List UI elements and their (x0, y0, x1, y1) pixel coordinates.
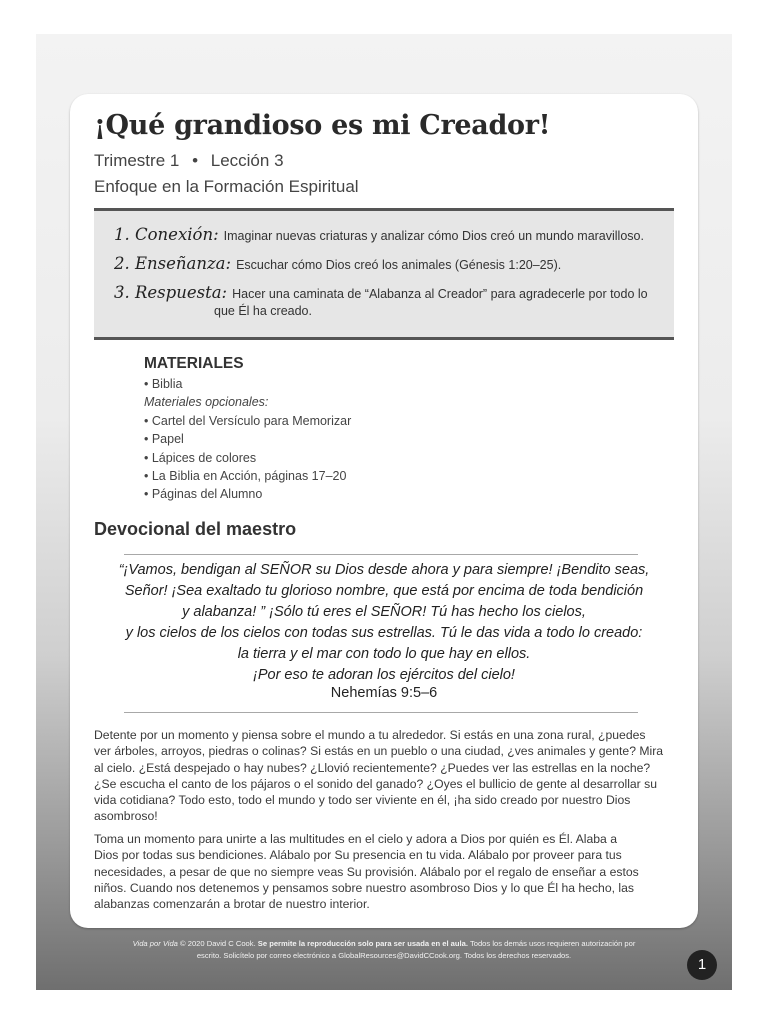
step-label: 2. Enseñanza: (114, 254, 232, 273)
step-teaching (114, 254, 561, 273)
trimester-label: Trimestre 1 (94, 151, 180, 170)
verse-line: la tierra y el mar con todo lo que hay en ellos. (237, 646, 531, 662)
step-label: 3. Respuesta: (114, 283, 228, 302)
step-text: Hacer una caminata de “Alabanza al Creador” para agradecerle por todo lo (232, 287, 648, 301)
footer-rights: Todos los demás usos requieren autorización por (467, 939, 636, 948)
paragraph-line: Detente por un momento y piensa sobre el mundo a tu alrededor. Si estás en una zona rural, ¿puedes (94, 728, 646, 742)
paragraph-line: vida cotidiana? Todo esto, todo el mundo y todo ser viviente en él, ¡ha sido creado por nuestro Dios (94, 793, 631, 808)
material-item: • Páginas del Alumno (144, 487, 263, 502)
divider-bottom (124, 712, 638, 713)
paragraph-line: niños. Cuando nos detenemos y pensamos sobre nuestro asombroso Dios y lo que Él ha hecho, las (94, 880, 634, 895)
material-item: • Biblia (144, 377, 183, 391)
paragraph-line: ver árboles, arroyos, piedras o colinas? Si estás en un pueblo o una ciudad, ¿ves animales y gente? Mira (94, 744, 664, 759)
paragraph-line: necesidades, a pesar de que no siempre veas Su provisión. Alábalo por el regalo de enseñar a estos (94, 864, 639, 879)
scripture-verse (94, 560, 674, 686)
paragraph-line: asombroso! (94, 809, 158, 824)
lesson-title: ¡Qué grandioso es mi Creador! (94, 110, 551, 141)
footer-line-2: escrito. Solicítelo por correo electrónico a GlobalResources@DavidCCook.org. Todos los derechos reservados. (196, 951, 572, 960)
lesson-focus: Enfoque en la Formación Espiritual (94, 177, 359, 196)
material-item: • Papel (144, 432, 184, 447)
verse-line: y los cielos de los cielos con todas sus estrellas. Tú le das vida a todo lo creado: (125, 625, 643, 641)
paragraph-line: Toma un momento para unirte a las multitudes en el cielo y adora a Dios por quién es Él. Alaba a (94, 832, 618, 846)
step-label: 1. Conexión: (114, 225, 219, 244)
page-number-badge: 1 (687, 950, 717, 980)
devotional-heading: Devocional del maestro (94, 519, 297, 539)
materials-list (144, 375, 351, 504)
paragraph-line: Dios por todas sus bendiciones. Alábalo por Su presencia en tu vida. Alábalo por proveer para tus (94, 848, 622, 863)
verse-line: “¡Vamos, bendigan al SEÑOR su Dios desde ahora y para siempre! ¡Bendito seas, (118, 562, 650, 578)
paragraph-line: al cielo. ¿Está despejado o hay nubes? ¿Llovió recientemente? ¿Puedes ver las estrellas en la noche? (94, 760, 651, 775)
paragraph-line: alabanzas comenzarán a brotar de nuestro interior. (94, 897, 370, 912)
footer-line-1 (80, 938, 688, 950)
step-text: Imaginar nuevas criaturas y analizar cómo Dios creó un mundo maravilloso. (223, 229, 644, 243)
devotional-paragraph-1 (94, 727, 674, 825)
materials-heading: MATERIALES (144, 355, 244, 372)
devotional-paragraph-2 (94, 831, 674, 912)
material-item: • Lápices de colores (144, 450, 257, 465)
verse-line: y alabanza! ” ¡Sólo tú eres el SEÑOR! Tú has hecho los cielos, (182, 604, 586, 620)
lesson-steps-box (94, 208, 674, 340)
scripture-reference: Nehemías 9:5–6 (330, 685, 438, 701)
copyright-footer (80, 938, 688, 962)
divider-top (124, 554, 638, 555)
material-item: • Cartel del Versículo para Memorizar (144, 413, 352, 428)
step-connection (114, 225, 644, 244)
verse-line: ¡Por eso te adoran los ejércitos del cielo! (253, 667, 515, 683)
step-text-continued: que Él ha creado. (214, 304, 312, 318)
footer-brand: Vida por Vida (132, 939, 178, 948)
step-response (114, 283, 648, 318)
step-text: Escuchar cómo Dios creó los animales (Génesis 1:20–25). (236, 258, 562, 272)
material-item: • La Biblia en Acción, páginas 17–20 (144, 468, 347, 483)
optional-materials-label: Materiales opcionales: (144, 395, 269, 410)
verse-line: Señor! ¡Sea exaltado tu glorioso nombre, que está por encima de toda bendición (124, 583, 644, 599)
lesson-meta (94, 151, 284, 171)
footer-permission: Se permite la reproducción solo para ser usada en el aula. (257, 939, 468, 948)
separator-bullet: • (192, 151, 199, 170)
paragraph-line: ¿Se escucha el canto de los pájaros o el sonido del ganado? ¿Oyes el bullicio de gente al desarrollar su (94, 776, 657, 791)
lesson-label: Lección 3 (210, 151, 284, 170)
footer-copyright: © 2020 David C Cook. (177, 939, 258, 948)
